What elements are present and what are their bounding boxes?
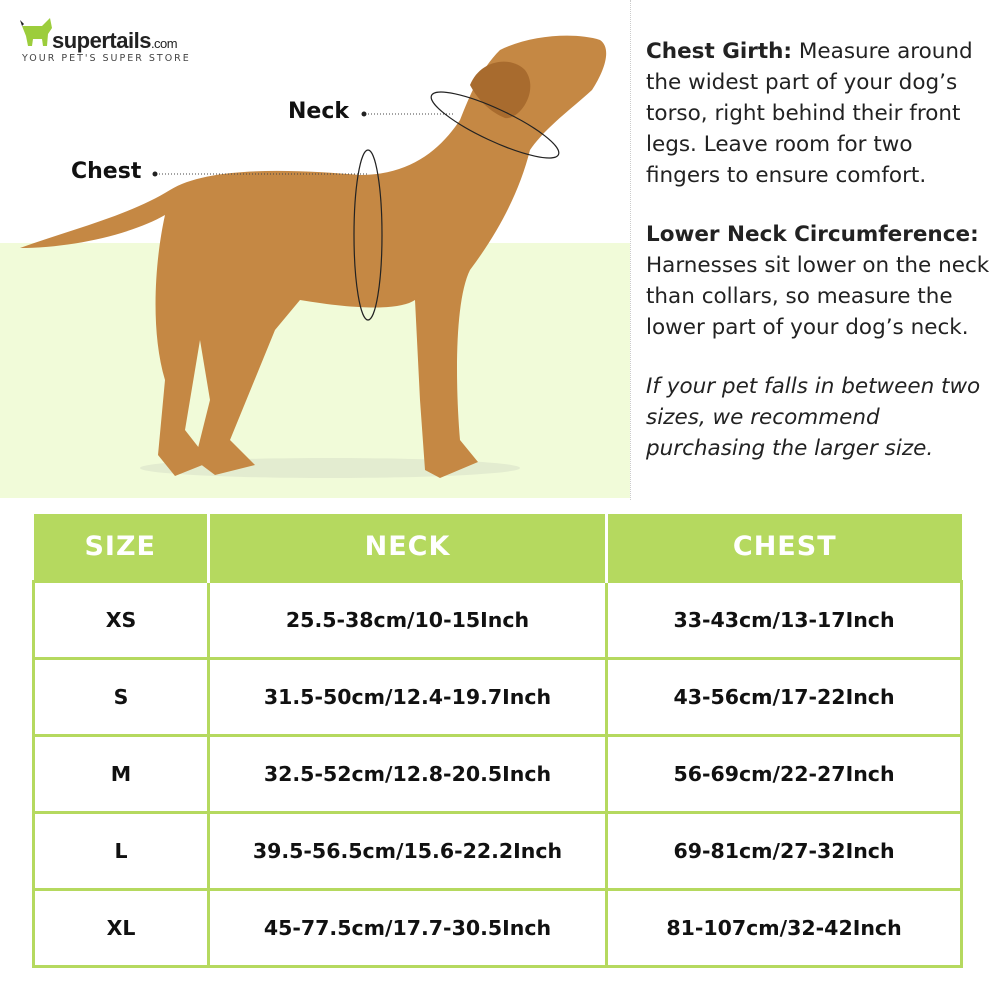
table-cell: 56-69cm/22-27Inch — [607, 735, 962, 812]
table-cell: 32.5-52cm/12.8-20.5Inch — [209, 735, 607, 812]
table-cell: 33-43cm/13-17Inch — [607, 581, 962, 658]
brand-name: supertails.com — [52, 28, 178, 53]
table-cell: 39.5-56.5cm/15.6-22.2Inch — [209, 812, 607, 889]
lower-neck-text: Lower Neck Circumference: Harnesses sit lower on the neck than collars, so measure the lower part of your dog’s neck. — [646, 222, 990, 340]
table-row — [34, 735, 962, 812]
table-cell: 43-56cm/17-22Inch — [607, 658, 962, 735]
table-cell: M — [34, 735, 209, 812]
size-note: If your pet falls in between two sizes, we recommend purchasing the larger size. — [646, 374, 981, 461]
header-neck: NECK — [209, 514, 607, 581]
chest-label: Chest — [71, 159, 142, 184]
header-chest: CHEST — [607, 514, 962, 581]
brand-tagline: YOUR PET'S SUPER STORE — [22, 53, 191, 64]
table-cell: L — [34, 812, 209, 889]
table-cell: XL — [34, 889, 209, 966]
table-row — [34, 889, 962, 966]
table-cell: 25.5-38cm/10-15Inch — [209, 581, 607, 658]
table-cell: 31.5-50cm/12.4-19.7Inch — [209, 658, 607, 735]
table-cell: XS — [34, 581, 209, 658]
neck-label: Neck — [288, 99, 350, 124]
size-chart-table — [32, 514, 963, 968]
table-row — [34, 581, 962, 658]
chest-girth-text: Chest Girth: Measure around the widest part of your dog’s torso, right behind their front legs. Leave room for two fingers to ensure comfort. — [646, 39, 973, 188]
table-cell: 45-77.5cm/17.7-30.5Inch — [209, 889, 607, 966]
measurement-guide — [646, 36, 991, 492]
header-size: SIZE — [34, 514, 209, 581]
table-row — [34, 658, 962, 735]
table-row — [34, 812, 962, 889]
table-cell: 69-81cm/27-32Inch — [607, 812, 962, 889]
table-cell: 81-107cm/32-42Inch — [607, 889, 962, 966]
table-cell: S — [34, 658, 209, 735]
divider — [630, 0, 631, 500]
